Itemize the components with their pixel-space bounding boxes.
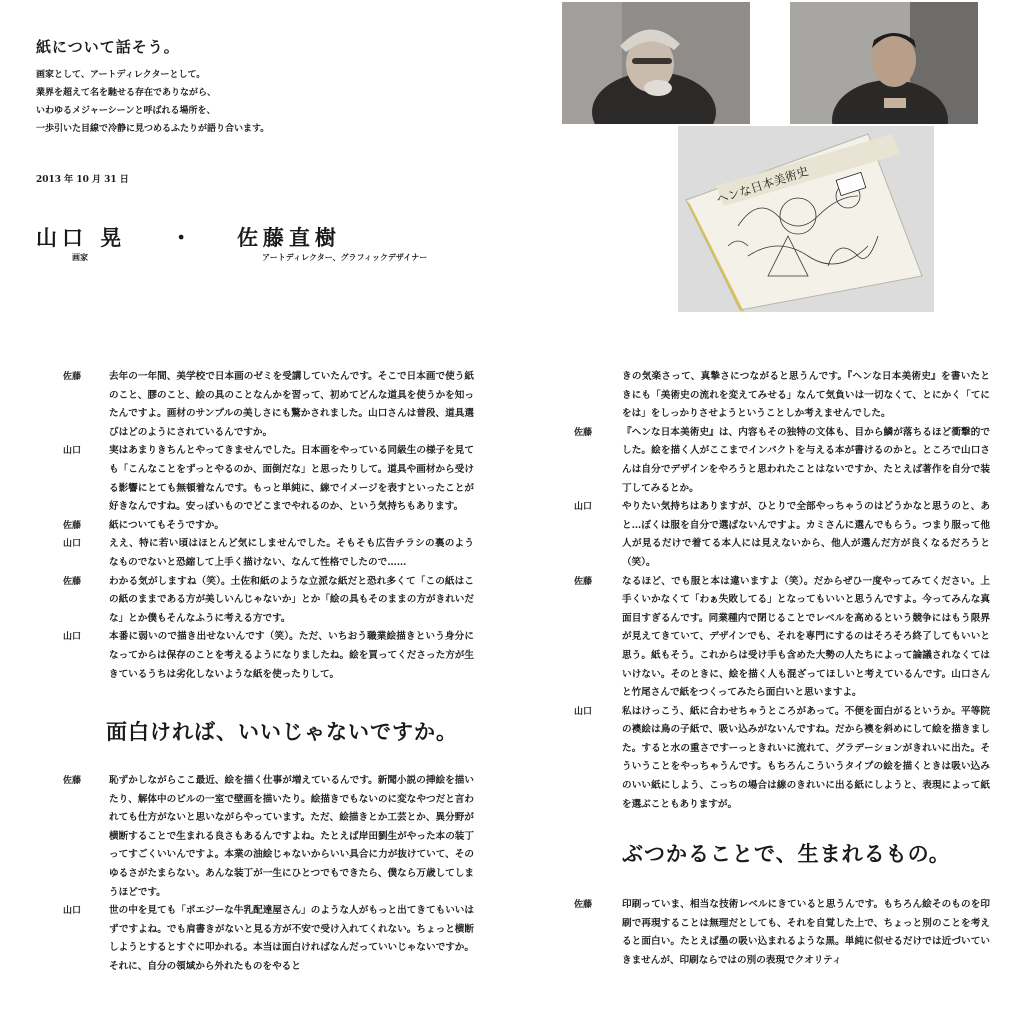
participant-names	[36, 222, 341, 252]
dialogue-text: 紙についてもそうですか。	[109, 519, 224, 531]
dialogue-row	[38, 573, 474, 629]
page-title: 紙について話そう。	[36, 38, 180, 56]
dialogue-text: わかる気がしますね（笑）。土佐和紙のような立派な紙だと恐れ多くて「この紙はこの紙のままである方が美しいんじゃないか」とか「絵の具もそのままの方がきれいだな」とか僕もそんなふうに考える方です。	[109, 575, 474, 624]
speaker-label: 山口	[63, 446, 82, 457]
speaker-label: 山口	[63, 906, 82, 917]
dialogue-text: 恥ずかしながらここ最近、絵を描く仕事が増えているんです。新聞小説の挿絵を描いたり、解体中のビルの一室で壁画を描いたり。絵描きでもないのに変なやつだと言われても仕方がないと思いながらやっています。ただ、絵描きとか工芸とか、異分野が横断することで生まれる良さもあるんですよね。たとえば岸田劉生がやった本の装丁ってすごくいいんですよ。本業の油絵じゃないからいい具合に力が抜けていて、そのゆるさがたまらない。あんな装丁が一生にひとつでもできたら、僕なら万歳してしまうほどです。	[109, 775, 474, 898]
book-cover-image	[678, 126, 934, 312]
right-column-block1	[566, 368, 990, 814]
photo-yamaguchi	[562, 2, 750, 124]
speaker-label: 佐藤	[574, 576, 593, 587]
dialogue-row	[566, 573, 990, 703]
intro-line: いわゆるメジャーシーンと呼ばれる場所を、	[36, 106, 216, 116]
speaker-label: 山口	[63, 539, 82, 550]
dialogue-text: 本番に弱いので描き出せないんです（笑）。ただ、いちおう職業絵描きという身分になってからは保存のことを考えるようになりましたね。絵を買ってくださった方が生きているうちは劣化しないような紙を使ったりして。	[109, 631, 474, 680]
dialogue-row	[38, 535, 474, 572]
left-column-block1	[38, 368, 474, 684]
dialogue-row	[38, 517, 474, 536]
section-heading-right: ぶつかることで、生まれるもの。	[622, 841, 951, 866]
dialogue-row	[566, 498, 990, 572]
portrait-sato-image	[790, 2, 978, 124]
speaker-label: 山口	[574, 502, 593, 513]
dialogue-row	[566, 368, 990, 424]
intro-line: 業界を超えて名を馳せる存在でありながら、	[36, 88, 217, 98]
dialogue-row	[38, 628, 474, 684]
dialogue-text: やりたい気持ちはありますが、ひとりで全部やっちゃうのはどうかなと思うのと、あと…ぼくは服を自分で選ばないんですよ。カミさんに選んでもらう。つまり服って他人が見るだけで着てる本人には見えないから、他人が選んだ方が良くなるだろうと（笑）。	[622, 501, 990, 568]
dialogue-text: なるほど、でも服と本は違いますよ（笑）。だからぜひ一度やってみてください。上手くいかなくて「わぁ失敗してる」となってもいいと思うんですよ。今ってみんな真面目すぎるんです。同業種内で閉じることでレベルを高めるという競争にはもう限界が見えてきていて、デザインでも、それを専門にするのはそろそろ終了してもいいと思う。紙もそう。これからは受け手も含めた大勢の人たちによって論議されなくてはいけない。そのときに、絵を描く人も混ざってほしいと考えているんです。山口さんと竹尾さんで紙をつくってみたら面白いと思いますよ。	[622, 575, 990, 699]
speaker-label: 山口	[63, 632, 82, 643]
speaker-label: 佐藤	[63, 520, 82, 531]
portrait-yamaguchi-image	[562, 2, 750, 124]
dialogue-text: ええ、特に若い頃はほとんど気にしませんでした。そもそも広告チラシの裏のようなものでないと恐縮して上手く描けない、なんて性格でしたので……	[109, 538, 474, 568]
book-cover-title: ヘンな日本美術史	[714, 163, 811, 207]
dialogue-text: きの気楽さって、真摯さにつながると思うんです。『ヘンな日本美術史』を書いたときにも「美術史の流れを変えてみせる」なんて気負いは一切なくて、とにかく「てにをは」をしっかりさせようということしか考えませんでした。	[622, 371, 990, 420]
person1-name: 山口 晃	[36, 225, 127, 250]
speaker-label	[566, 368, 622, 424]
speaker-label: 佐藤	[574, 900, 593, 910]
person2-role: アートディレクター、グラフィックデザイナー	[262, 252, 428, 262]
speaker-label: 佐藤	[574, 427, 593, 438]
intro-line: 画家として、アートディレクターとして。	[36, 70, 206, 80]
dialogue-row	[38, 368, 474, 442]
dialogue-row	[38, 772, 474, 902]
speaker-label: 佐藤	[63, 776, 82, 786]
photo-sato	[790, 2, 978, 124]
dialogue-row	[566, 424, 990, 498]
dialogue-row	[566, 896, 990, 970]
dialogue-text: 世の中を見ても「ポエジーな牛乳配達屋さん」のような人がもっと出てきてもいいはずですよね。でも肩書きがないと見る方が不安で受け入れてくれない。ちょっと横断しようとするとすぐに叩かれる。本当は面白ければなんだっていいじゃないですか。それに、自分の領域から外れたものをやると	[109, 905, 474, 972]
right-column-block2	[566, 896, 990, 970]
person1-role: 画家	[72, 252, 88, 262]
dialogue-text: 私はけっこう、紙に合わせちゃうところがあって。不便を面白がるというか。平等院の襖絵は鳥の子紙で、吸い込みがないんですね。だから襖を斜めにして絵を描きました。すると水の重さですーっときれいに流れて、グラデーションがきれいに出た。そういうことをやっちゃうんです。もちろんこういうタイプの絵を描くときは吸い込みのいい紙にしよう、こっちの場合は線のきれいに出る紙にしようと、表現によって紙を選ぶこともありますが。	[622, 705, 990, 810]
speaker-label: 佐藤	[63, 576, 82, 587]
dialogue-row	[38, 902, 474, 976]
dialogue-row	[566, 703, 990, 815]
publish-date: 2013 年 10 月 31 日	[36, 175, 129, 185]
speaker-label: 山口	[574, 706, 593, 717]
name-separator: ・	[170, 225, 197, 250]
left-column-block2	[38, 772, 474, 977]
intro-line: 一歩引いた目線で冷静に見つめるふたりが語り合います。	[36, 124, 270, 134]
dialogue-text: 去年の一年間、美学校で日本画のゼミを受講していたんです。そこで日本画で使う紙のこと、膠のこと、絵の具のことなんかを習って、初めてどんな道具を使うかを知ったんですよ。画材のサンプルの美しさにも驚かされました。山口さんは普段、道具選びはどのようにされているんですか。	[109, 371, 474, 438]
speaker-label: 佐藤	[63, 372, 82, 382]
dialogue-text: 印刷っていま、相当な技術レベルにきていると思うんです。もちろん絵そのものを印刷で再現することは無理だとしても、それを自覚した上で、ちょっと別のことを考えると面白い。たとえば墨の吸い込まれるような黒。単純に似せるだけでは近づいていきませんが、印刷ならではの別の表現でクオリティ	[622, 899, 990, 966]
dialogue-text: 実はあまりきちんとやってきませんでした。日本画をやっている同級生の様子を見ても「こんなことをずっとやるのか、面倒だな」と思ったりして。道具や画材から受ける影響にとても無頓着なんです。もっと単純に、線でイメージを表すといったことが好きなんですね。安っぽいものでどこまでやれるのか、という気持ちもあります。	[109, 445, 474, 513]
section-heading-left: 面白ければ、いいじゃないですか。	[106, 719, 458, 744]
intro-text	[36, 66, 516, 138]
photo-book	[678, 126, 934, 312]
dialogue-row	[38, 442, 474, 516]
person2-name: 佐藤直樹	[236, 225, 341, 250]
dialogue-text: 『ヘンな日本美術史』は、内容もその独特の文体も、目から鱗が落ちるほど衝撃的でした。絵を描く人がここまでインパクトを与える本が書けるのかと。ところで山口さんは自分でデザインをやろうと思われたことはないですか、たとえば著作を自分で装丁してみるとか。	[622, 426, 990, 494]
